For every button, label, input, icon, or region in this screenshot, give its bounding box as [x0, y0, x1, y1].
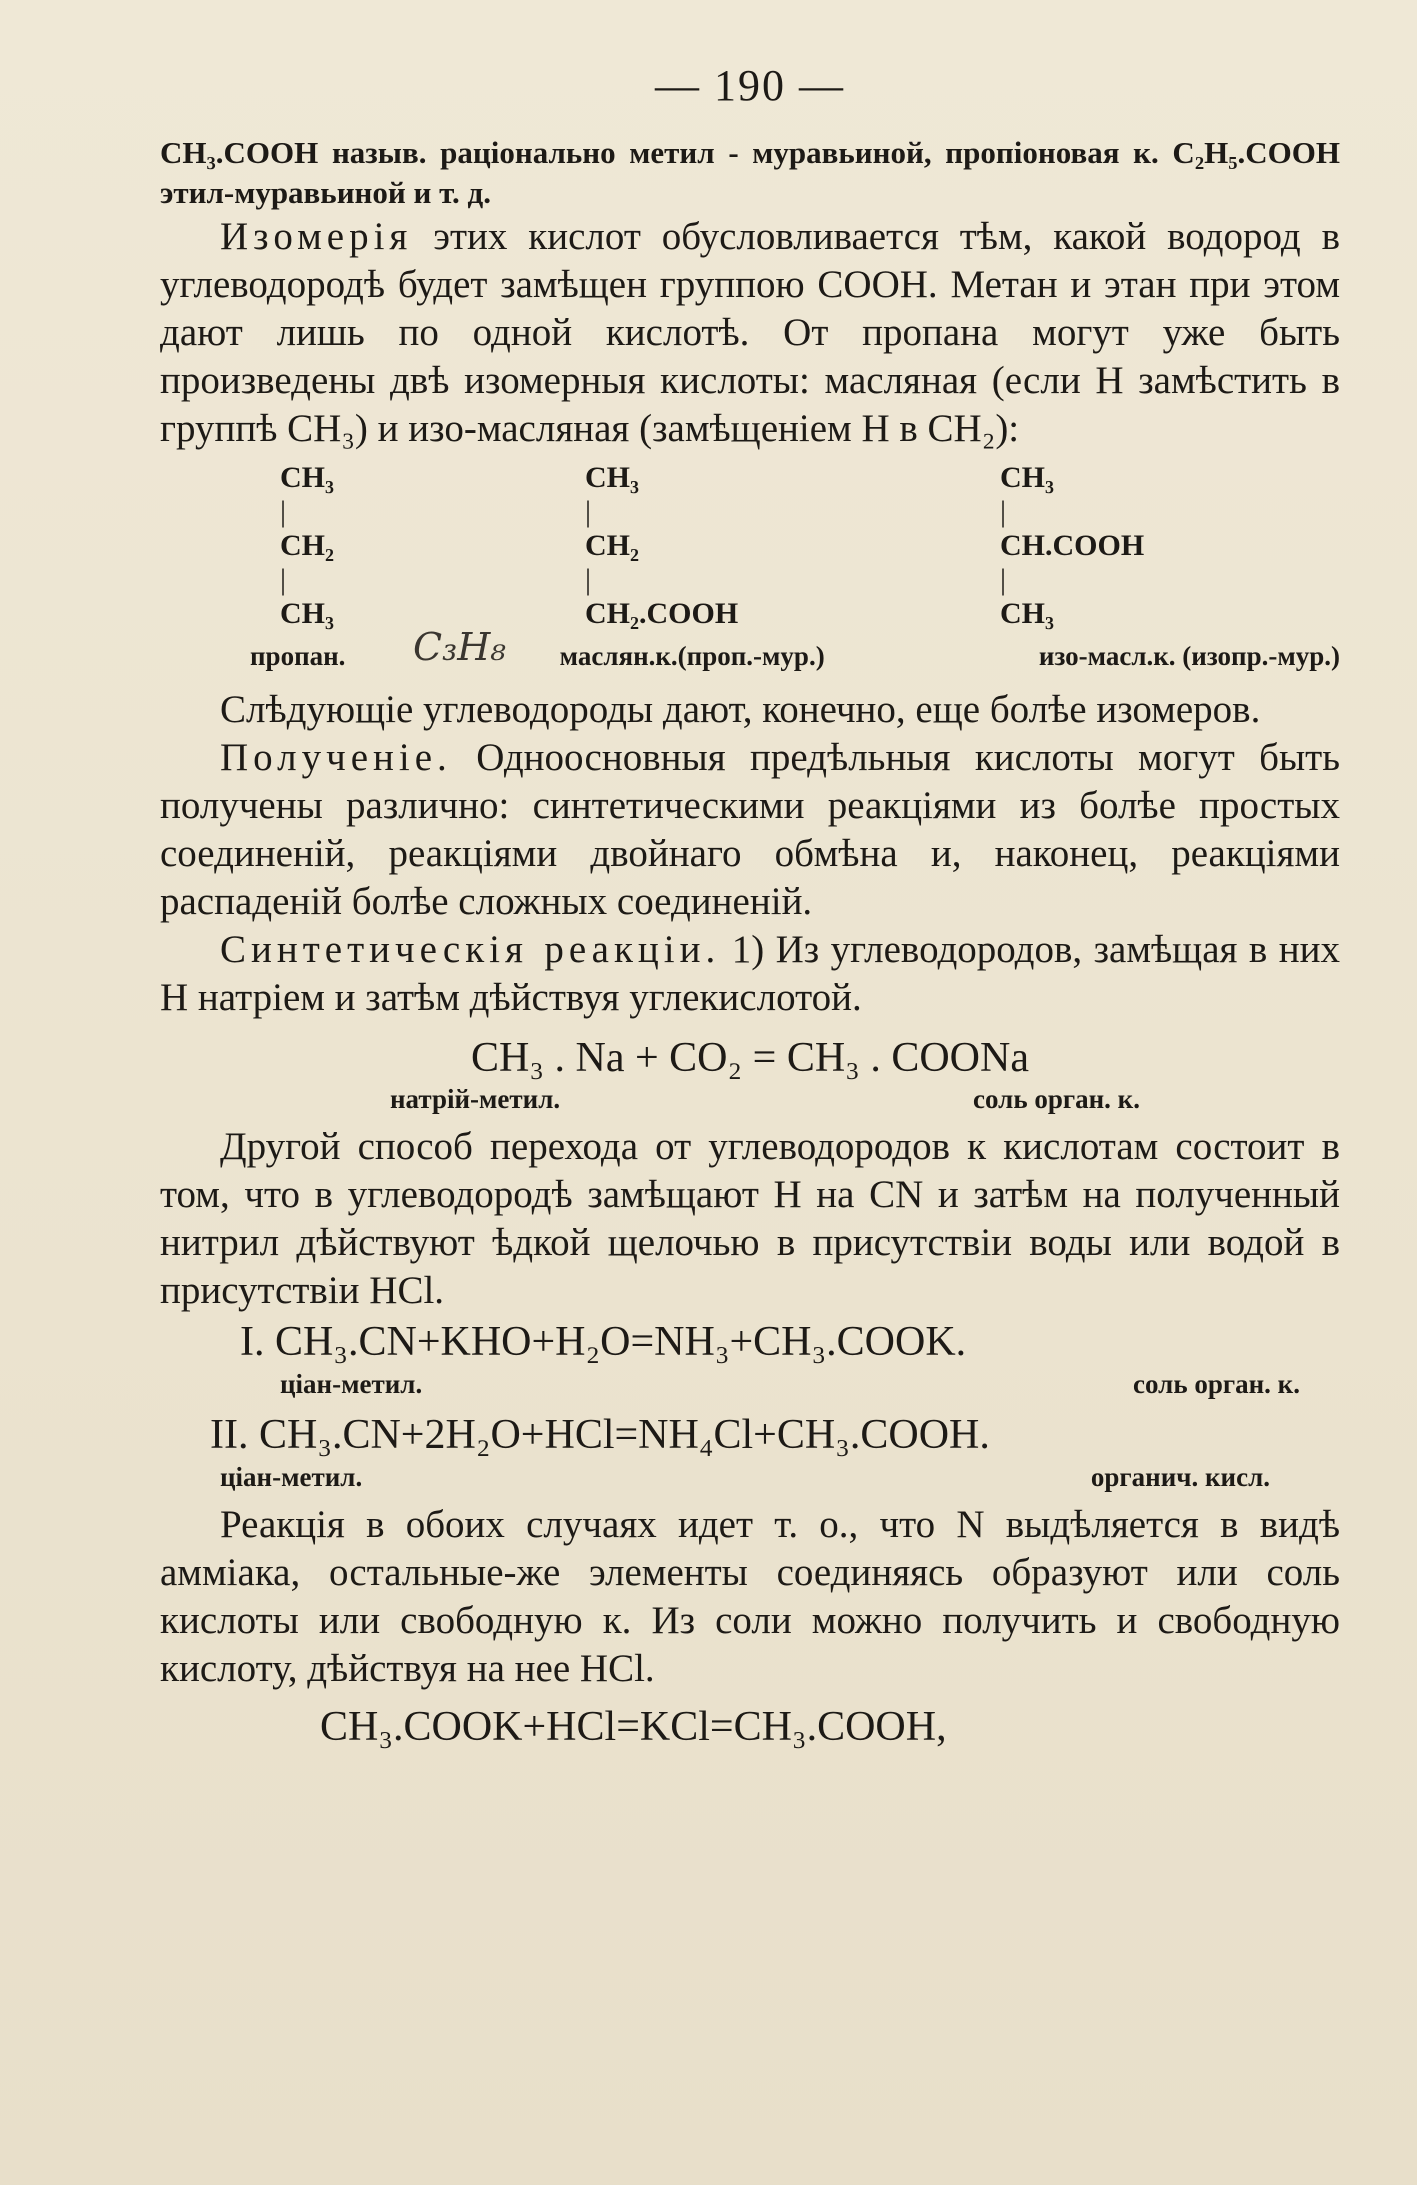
- isomerism-text: этих кислот обусловливается тѣм, какой водород в углеводородѣ будет замѣщен группою COOH. Метан и этан при этом дают лишь по одной кислотѣ. От пропана могут уже быть произведены двѣ изомерныя кислоты: масляная (если H замѣстить в группѣ CH₃) и изо-масляная (замѣщеніем H в CH₂):: [160, 215, 1340, 450]
- equation-1-labels: натрій-метил. соль орган. к.: [390, 1084, 1140, 1114]
- propane-structure: CH₃ | CH₂ | CH₃: [280, 461, 334, 630]
- nitrile-paragraph: Другой способ перехода от углеводородов к кислотам состоит в том, что в углеводородѣ замѣщают H на CN и затѣм на полученный нитрил дѣйствуют ѣдкой щелочью в присутствіи воды или водой в присутствіи HCl.: [160, 1125, 1340, 1312]
- page-number: — 190 —: [655, 61, 845, 110]
- synthesis-paragraph: [160, 926, 1340, 1022]
- label-butyric: маслян.к.(проп.-мур.): [559, 641, 825, 671]
- equation-4: CH₃.COOK+HCl=KCl=CH₃.COOH,: [320, 1704, 947, 1750]
- reaction-paragraph: Реакція в обоих случаях идет т. о., что N выдѣляется в видѣ аммiака, остальные-же элементы соединяясь образуют или соль кислоты или свободную к. Из соли можно получить и свободную кислоту, дѣйствуя на нее HCl.: [160, 1503, 1340, 1690]
- equation-1: CH₃ . Na + CO₂ = CH₃ . COONa: [471, 1035, 1029, 1081]
- synthesis-text: 1) Из углеводородов, замѣщая в них H натріем и затѣм дѣйствуя углекислотой.: [160, 928, 1340, 1019]
- structural-formulas: [160, 459, 1340, 633]
- isomerism-heading: Изомерія: [220, 215, 413, 258]
- equation-3-labels: ціан-метил. органич. кисл.: [220, 1462, 1270, 1492]
- label-propane: пропан.: [250, 641, 346, 671]
- obtaining-paragraph: [160, 734, 1340, 926]
- butyric-acid-structure: CH₃ | CH₂ | CH₂.COOH: [585, 461, 739, 630]
- isobutyric-acid-structure: CH₃ | CH.COOH | CH₃: [1000, 461, 1145, 630]
- handwritten-note: C₃H₈: [413, 625, 506, 669]
- equation-2-labels: ціан-метил. соль орган. к.: [280, 1369, 1300, 1399]
- structure-labels: [160, 641, 1340, 672]
- intro-paragraph: CH₃.COOH назыв. раціонально метил - муравьиной, пропіоновая к. C₂H₅.COOH этил-муравьиной и т. д.: [160, 135, 1340, 210]
- isomers-paragraph: Слѣдующіе углеводороды дают, конечно, еще болѣе изомеров.: [220, 688, 1261, 731]
- label-isobutyric: изо-масл.к. (изопр.-мур.): [1038, 641, 1340, 671]
- obtaining-heading: Полученіе.: [220, 736, 452, 779]
- equation-3: II. CH₃.CN+2H₂O+HCl=NH₄Cl+CH₃.COOH.: [210, 1412, 990, 1458]
- isomerism-paragraph: [160, 213, 1340, 453]
- synthesis-heading: Синтетическія реакціи.: [220, 928, 721, 971]
- obtaining-text: Одноосновныя предѣльныя кислоты могут быть получены различно: синтетическими реакціями из болѣе простых соединеній, реакціями двойнаго обмѣна и, наконец, реакціями распаденій болѣе сложных соединеній.: [160, 736, 1340, 923]
- equation-2: I. CH₃.CN+KHO+H₂O=NH₃+CH₃.COOK.: [240, 1319, 967, 1365]
- page-content: [160, 60, 1340, 1753]
